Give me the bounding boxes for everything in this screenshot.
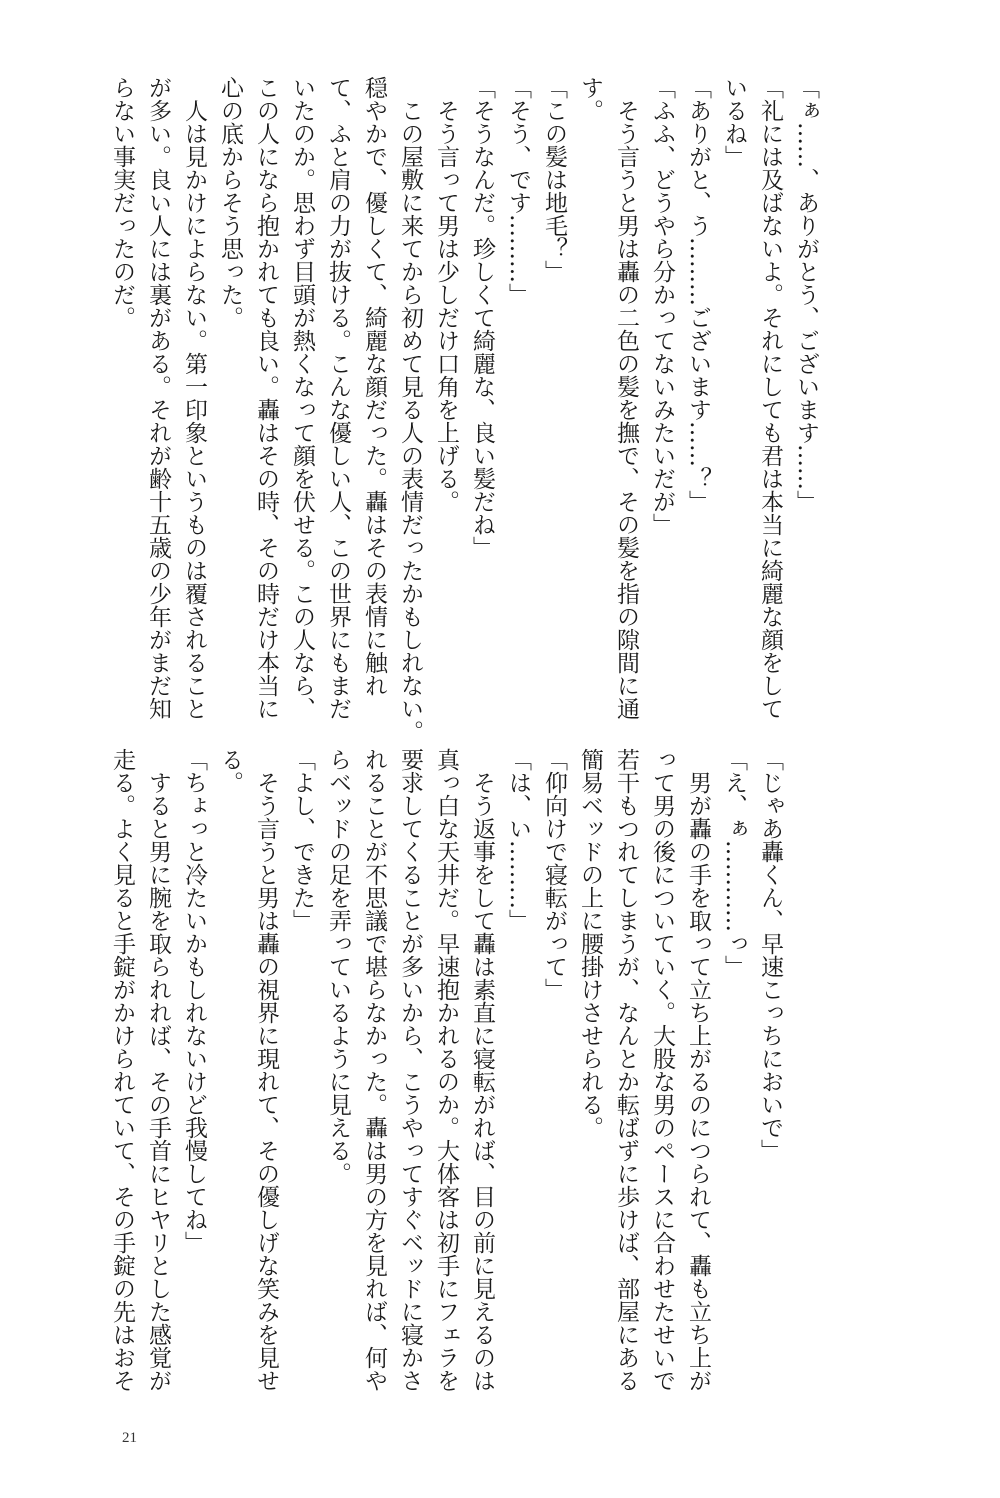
text-column: この人になら抱かれても良い。轟はその時、その時だけ本当に [253, 76, 279, 720]
text-column: 「よし、できた」 [289, 748, 315, 932]
text-column: て、ふと肩の力が抜ける。こんな優しい人、この世界にもまだ [325, 76, 351, 720]
text-column: 穏やかで、優しくて、綺麗な顔だった。轟はその表情に触れ [361, 76, 387, 697]
text-column: 走る。よく見ると手錠がかけられていて、その手錠の先はおそ [109, 748, 135, 1392]
text-column: 「仰向けで寝転がって」 [541, 748, 567, 1001]
text-column: 「そうなんだ。珍しくて綺麗な、良い髪だね」 [469, 76, 495, 559]
text-column: 要求してくることが多いから、こうやってすぐベッドに寝かさ [397, 748, 423, 1392]
text-column: す。 [577, 76, 603, 122]
text-column: 「ありがと、う………ございます……？」 [685, 76, 711, 513]
text-column: 「ちょっと冷たいかもしれないけど我慢してね」 [181, 748, 207, 1254]
text-column: そう返事をして轟は素直に寝転がれば、目の前に見えるのは [469, 748, 495, 1392]
text-column: 「は、い………」 [505, 748, 531, 932]
text-column: すると男に腕を取られれば、その手首にヒヤリとした感覚が [145, 748, 171, 1392]
text-column: らない事実だったのだ。 [109, 76, 135, 329]
bottom-text-block [104, 748, 788, 1418]
text-column: 真っ白な天井だ。早速抱かれるのか。大体客は初手にフェラを [433, 748, 459, 1392]
text-column: そう言って男は少しだけ口角を上げる。 [433, 76, 459, 513]
text-column: 「ぁ……、ありがとう、ございます……」 [793, 76, 819, 513]
text-column: 人は見かけによらない。第一印象というものは覆されること [181, 76, 207, 720]
text-column: 簡易ベッドの上に腰掛けさせられる。 [577, 748, 603, 1139]
text-column: いるね」 [721, 76, 747, 168]
text-column: って男の後についていく。大股な男のペースに合わせたせいで [649, 748, 675, 1392]
text-column: 「礼には及ばないよ。それにしても君は本当に綺麗な顔をして [757, 76, 783, 720]
text-column: 心の底からそう思った。 [217, 76, 243, 329]
text-column: 「この髪は地毛？」 [541, 76, 567, 283]
text-column: いたのか。思わず目頭が熱くなって顔を伏せる。この人なら、 [289, 76, 315, 720]
text-column: らベッドの足を弄っているように見える。 [325, 748, 351, 1185]
text-column: が多い。良い人には裏がある。それが齢十五歳の少年がまだ知 [145, 76, 171, 720]
text-column: る。 [217, 748, 243, 794]
text-column: 「ふふ、どうやら分かってないみたいだが」 [649, 76, 675, 536]
text-column: そう言うと男は轟の視界に現れて、その優しげな笑みを見せ [253, 748, 279, 1392]
text-column: 男が轟の手を取って立ち上がるのにつられて、轟も立ち上が [685, 748, 711, 1392]
text-column: そう言うと男は轟の二色の髪を撫で、その髪を指の隙間に通 [613, 76, 639, 720]
text-column: 「じゃあ轟くん、早速こっちにおいで」 [757, 748, 783, 1162]
text-column: この屋敷に来てから初めて見る人の表情だったかもしれない。 [397, 76, 423, 743]
top-text-block [104, 76, 824, 742]
text-column: れることが不思議で堪らなかった。轟は男の方を見れば、何や [361, 748, 387, 1392]
text-column: 「そう、です………」 [505, 76, 531, 306]
text-column: 「え、ぁ…………っ」 [721, 748, 747, 978]
page-number: 21 [122, 1430, 137, 1446]
text-column: 若干もつれてしまうが、なんとか転ばずに歩けば、部屋にある [613, 748, 639, 1392]
